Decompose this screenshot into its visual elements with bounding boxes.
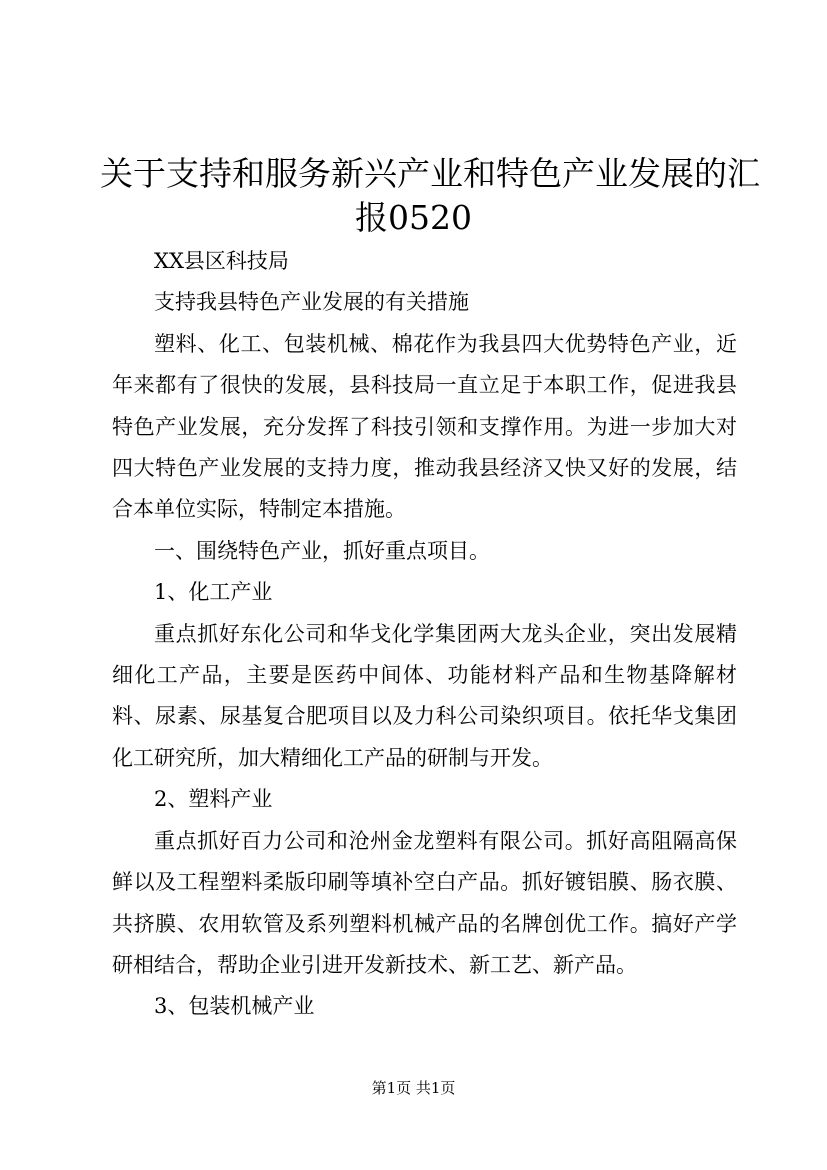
paragraph-intro: 塑料、化工、包装机械、棉花作为我县四大优势特色产业，近年来都有了很快的发展，县科技局一直立足于本职工作，促进我县特色产业发展，充分发挥了科技引领和支撑作用。为进一步加大对四大特色产业发展的支持力度，推动我县经济又快又好的发展，结合本单位实际，特制定本措施。	[112, 331, 737, 522]
document-title-line-2: 报0520	[355, 198, 472, 237]
subsection-heading-packaging: 3、包装机械产业	[154, 994, 315, 1019]
paragraph-chemical: 重点抓好东化公司和华戈化学集团两大龙头企业，突出发展精细化工产品，主要是医药中间体、功能材料产品和生物基降解材料、尿素、尿基复合肥项目以及力科公司染织项目。依托华戈集团化工研究所，加大精细化工产品的研制与开发。	[112, 621, 737, 770]
document-title-line-1: 关于支持和服务新兴产业和特色产业发展的汇	[100, 154, 760, 193]
subsection-heading-chemical: 1、化工产业	[154, 580, 273, 605]
section-heading-1: 一、围绕特色产业，抓好重点项目。	[154, 538, 490, 563]
subsection-heading-plastics: 2、塑料产业	[154, 787, 273, 812]
paragraph-author: XX县区科技局	[154, 249, 289, 273]
page-footer: 第1页 共1页	[371, 1079, 456, 1097]
paragraph-plastics: 重点抓好百力公司和沧州金龙塑料有限公司。抓好高阻隔高保鲜以及工程塑料柔版印刷等填补空白产品。抓好镀铝膜、肠衣膜、共挤膜、农用软管及系列塑料机械产品的名牌创优工作。搞好产学研相结合，帮助企业引进开发新技术、新工艺、新产品。	[112, 828, 737, 977]
paragraph-subtitle: 支持我县特色产业发展的有关措施	[154, 290, 469, 315]
document-body	[112, 241, 737, 1028]
